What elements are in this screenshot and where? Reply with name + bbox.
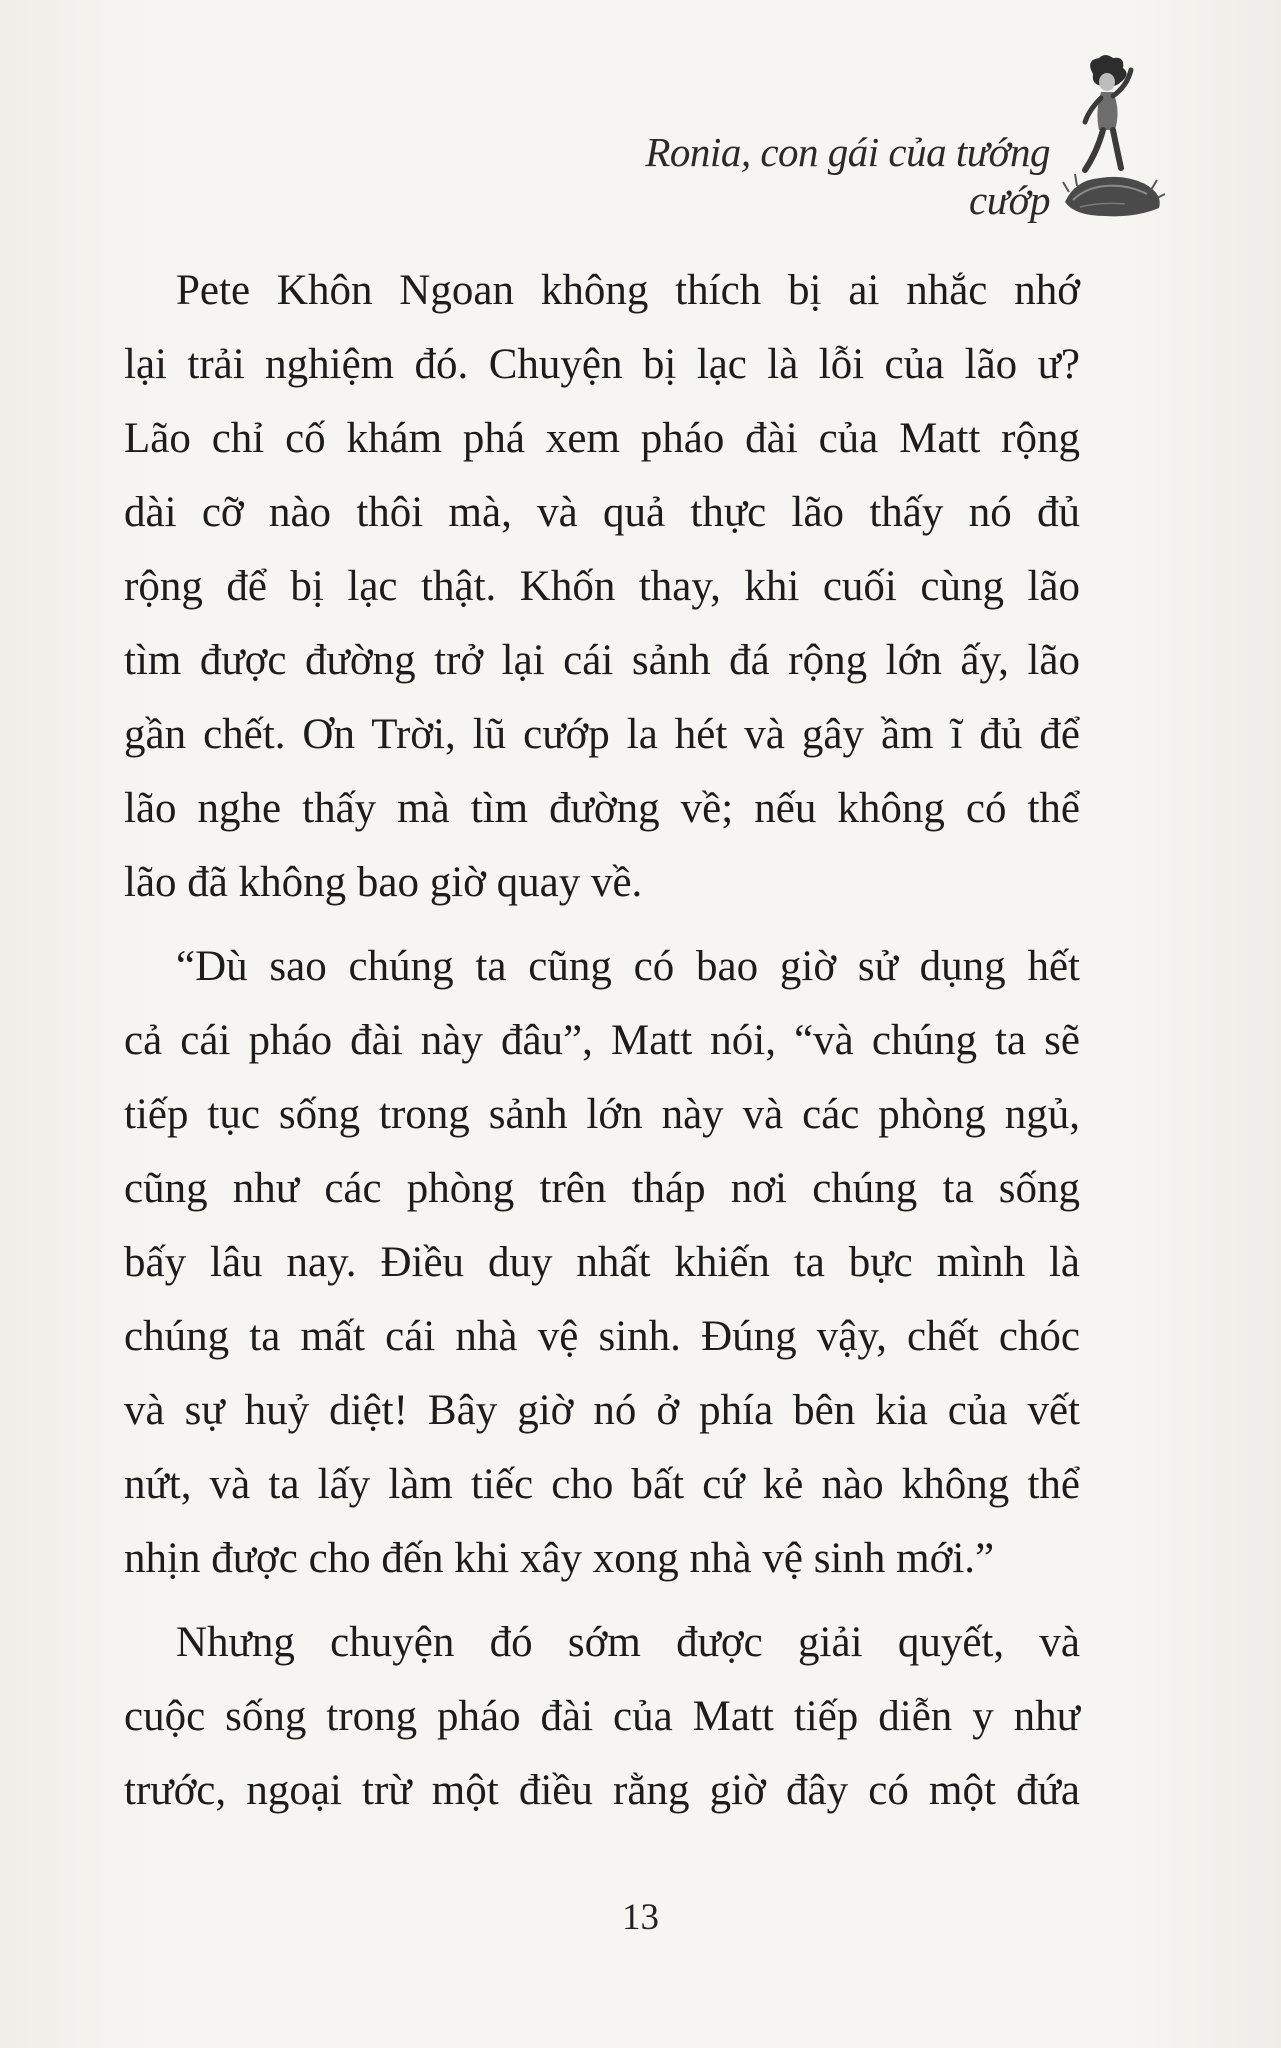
running-header-title: Ronia, con gái của tướng cướp: [645, 129, 1050, 223]
text-line: cuộc sống trong pháo đài của Matt tiếp diễn y như: [124, 1693, 1080, 1740]
text-line: nhịn được cho đến khi xây xong nhà vệ sinh mới.”: [124, 1535, 995, 1582]
text-line: tiếp tục sống trong sảnh lớn này và các phòng ngủ,: [124, 1091, 1080, 1138]
text-line: nứt, và ta lấy làm tiếc cho bất cứ kẻ nào không thể: [124, 1461, 1080, 1508]
girl-on-rock-illustration-icon: [1055, 52, 1165, 222]
page-number: 13: [622, 1897, 659, 1938]
text-line: gần chết. Ơn Trời, lũ cướp la hét và gây ầm ĩ đủ để: [124, 711, 1080, 758]
text-line: bấy lâu nay. Điều duy nhất khiến ta bực mình là: [124, 1239, 1080, 1286]
text-line: cả cái pháo đài này đâu”, Matt nói, “và chúng ta sẽ: [124, 1017, 1080, 1064]
text-line: Pete Khôn Ngoan không thích bị ai nhắc nhớ: [176, 267, 1080, 314]
text-line: lão đã không bao giờ quay về.: [124, 859, 643, 906]
text-line: trước, ngoại trừ một điều rằng giờ đây có một đứa: [124, 1767, 1080, 1814]
text-line: cũng như các phòng trên tháp nơi chúng ta sống: [124, 1165, 1080, 1212]
text-line: Nhưng chuyện đó sớm được giải quyết, và: [176, 1619, 1080, 1666]
text-line: lão nghe thấy mà tìm đường về; nếu không có thể: [124, 785, 1080, 832]
text-line: Lão chỉ cố khám phá xem pháo đài của Matt rộng: [124, 415, 1080, 462]
text-line: “Dù sao chúng ta cũng có bao giờ sử dụng hết: [176, 943, 1080, 990]
text-line: rộng để bị lạc thật. Khốn thay, khi cuối cùng lão: [124, 563, 1080, 610]
text-line: tìm được đường trở lại cái sảnh đá rộng lớn ấy, lão: [124, 637, 1080, 684]
body-text: [124, 254, 1080, 1828]
text-line: lại trải nghiệm đó. Chuyện bị lạc là lỗi của lão ư?: [124, 341, 1080, 388]
text-line: và sự huỷ diệt! Bây giờ nó ở phía bên kia của vết: [124, 1387, 1080, 1434]
text-line: dài cỡ nào thôi mà, và quả thực lão thấy nó đủ: [124, 489, 1080, 536]
text-line: chúng ta mất cái nhà vệ sinh. Đúng vậy, chết chóc: [124, 1313, 1080, 1360]
